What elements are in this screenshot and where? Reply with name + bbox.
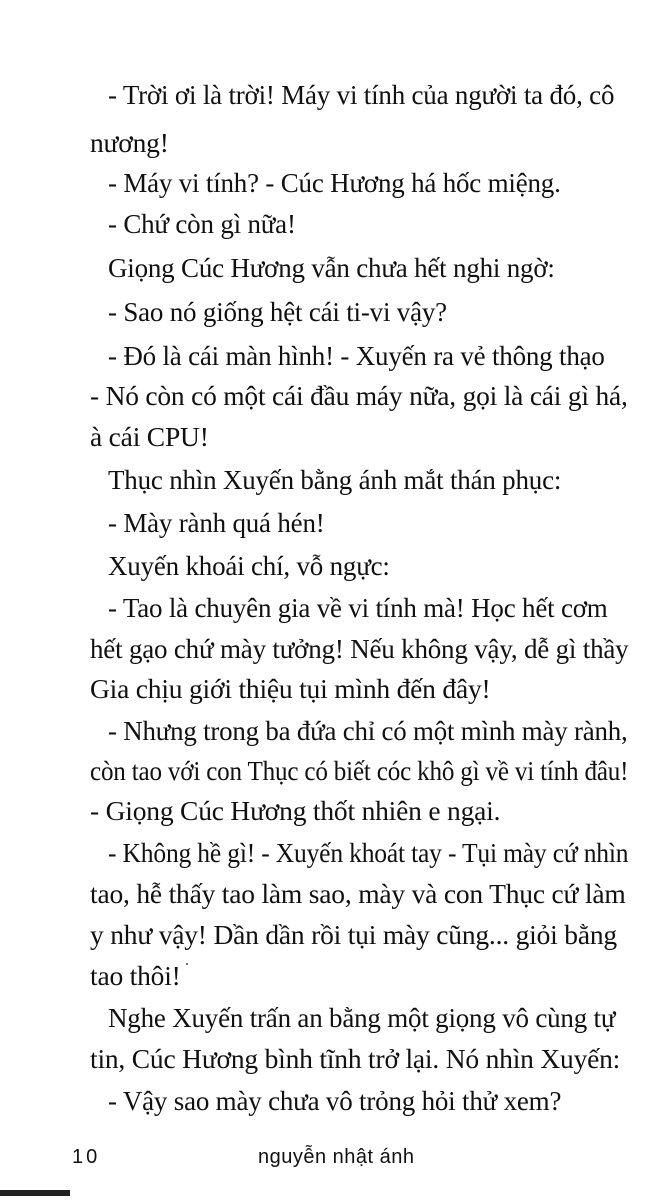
text-line-14: hết gạo chứ mày tưởng! Nếu không vậy, dễ gì thầy bbox=[90, 633, 629, 664]
text-line-16: - Nhưng trong ba đứa chỉ có một mình mày rành, bbox=[108, 715, 628, 746]
page-number: 10 bbox=[72, 1146, 101, 1168]
text-line-8: - Nó còn có một cái đầu máy nữa, gọi là cái gì há, bbox=[90, 380, 628, 411]
paper-speck bbox=[186, 963, 188, 965]
text-line-21: y như vậy! Dần dần rồi tụi mày cũng... giỏi bằng bbox=[90, 919, 617, 950]
text-line-19: - Không hề gì! - Xuyến khoát tay - Tụi mày cứ nhìn bbox=[108, 837, 629, 868]
text-line-9: à cái CPU! bbox=[90, 421, 209, 452]
text-line-22: tao thôi! bbox=[90, 960, 181, 991]
text-line-12: Xuyến khoái chí, vỗ ngực: bbox=[108, 550, 390, 581]
text-line-2: nương! bbox=[90, 127, 169, 158]
text-line-4: - Chứ còn gì nữa! bbox=[108, 208, 296, 239]
text-line-13: - Tao là chuyên gia về vi tính mà! Học hết cơm bbox=[108, 592, 608, 623]
text-line-3: - Máy vi tính? - Cúc Hương há hốc miệng. bbox=[108, 167, 561, 198]
text-line-20: tao, hễ thấy tao làm sao, mày và con Thục cứ làm bbox=[90, 878, 626, 909]
text-line-7: - Đó là cái màn hình! - Xuyến ra vẻ thông thạo bbox=[108, 340, 605, 371]
text-line-5: Giọng Cúc Hương vẫn chưa hết nghi ngờ: bbox=[108, 252, 555, 283]
text-line-18: - Giọng Cúc Hương thốt nhiên e ngại. bbox=[90, 795, 501, 826]
text-line-1: - Trời ơi là trời! Máy vi tính của người ta đó, cô bbox=[108, 79, 615, 110]
running-author: nguyễn nhật ánh bbox=[258, 1146, 415, 1168]
text-line-23: Nghe Xuyến trấn an bằng một giọng vô cùng tự bbox=[108, 1002, 616, 1033]
text-line-11: - Mày rành quá hén! bbox=[108, 507, 325, 538]
text-line-24: tin, Cúc Hương bình tĩnh trở lại. Nó nhìn Xuyến: bbox=[90, 1043, 621, 1074]
text-line-6: - Sao nó giống hệt cái ti-vi vậy? bbox=[108, 296, 447, 327]
text-line-10: Thục nhìn Xuyến bằng ánh mắt thán phục: bbox=[108, 464, 562, 495]
text-line-17: còn tao với con Thục có biết cóc khô gì về vi tính đâu! bbox=[90, 755, 629, 786]
text-line-15: Gia chịu giới thiệu tụi mình đến đây! bbox=[90, 673, 491, 704]
bottom-edge-mark bbox=[0, 1190, 70, 1196]
page-footer bbox=[0, 1146, 645, 1176]
text-line-25: - Vậy sao mày chưa vô trỏng hỏi thử xem? bbox=[108, 1085, 562, 1116]
